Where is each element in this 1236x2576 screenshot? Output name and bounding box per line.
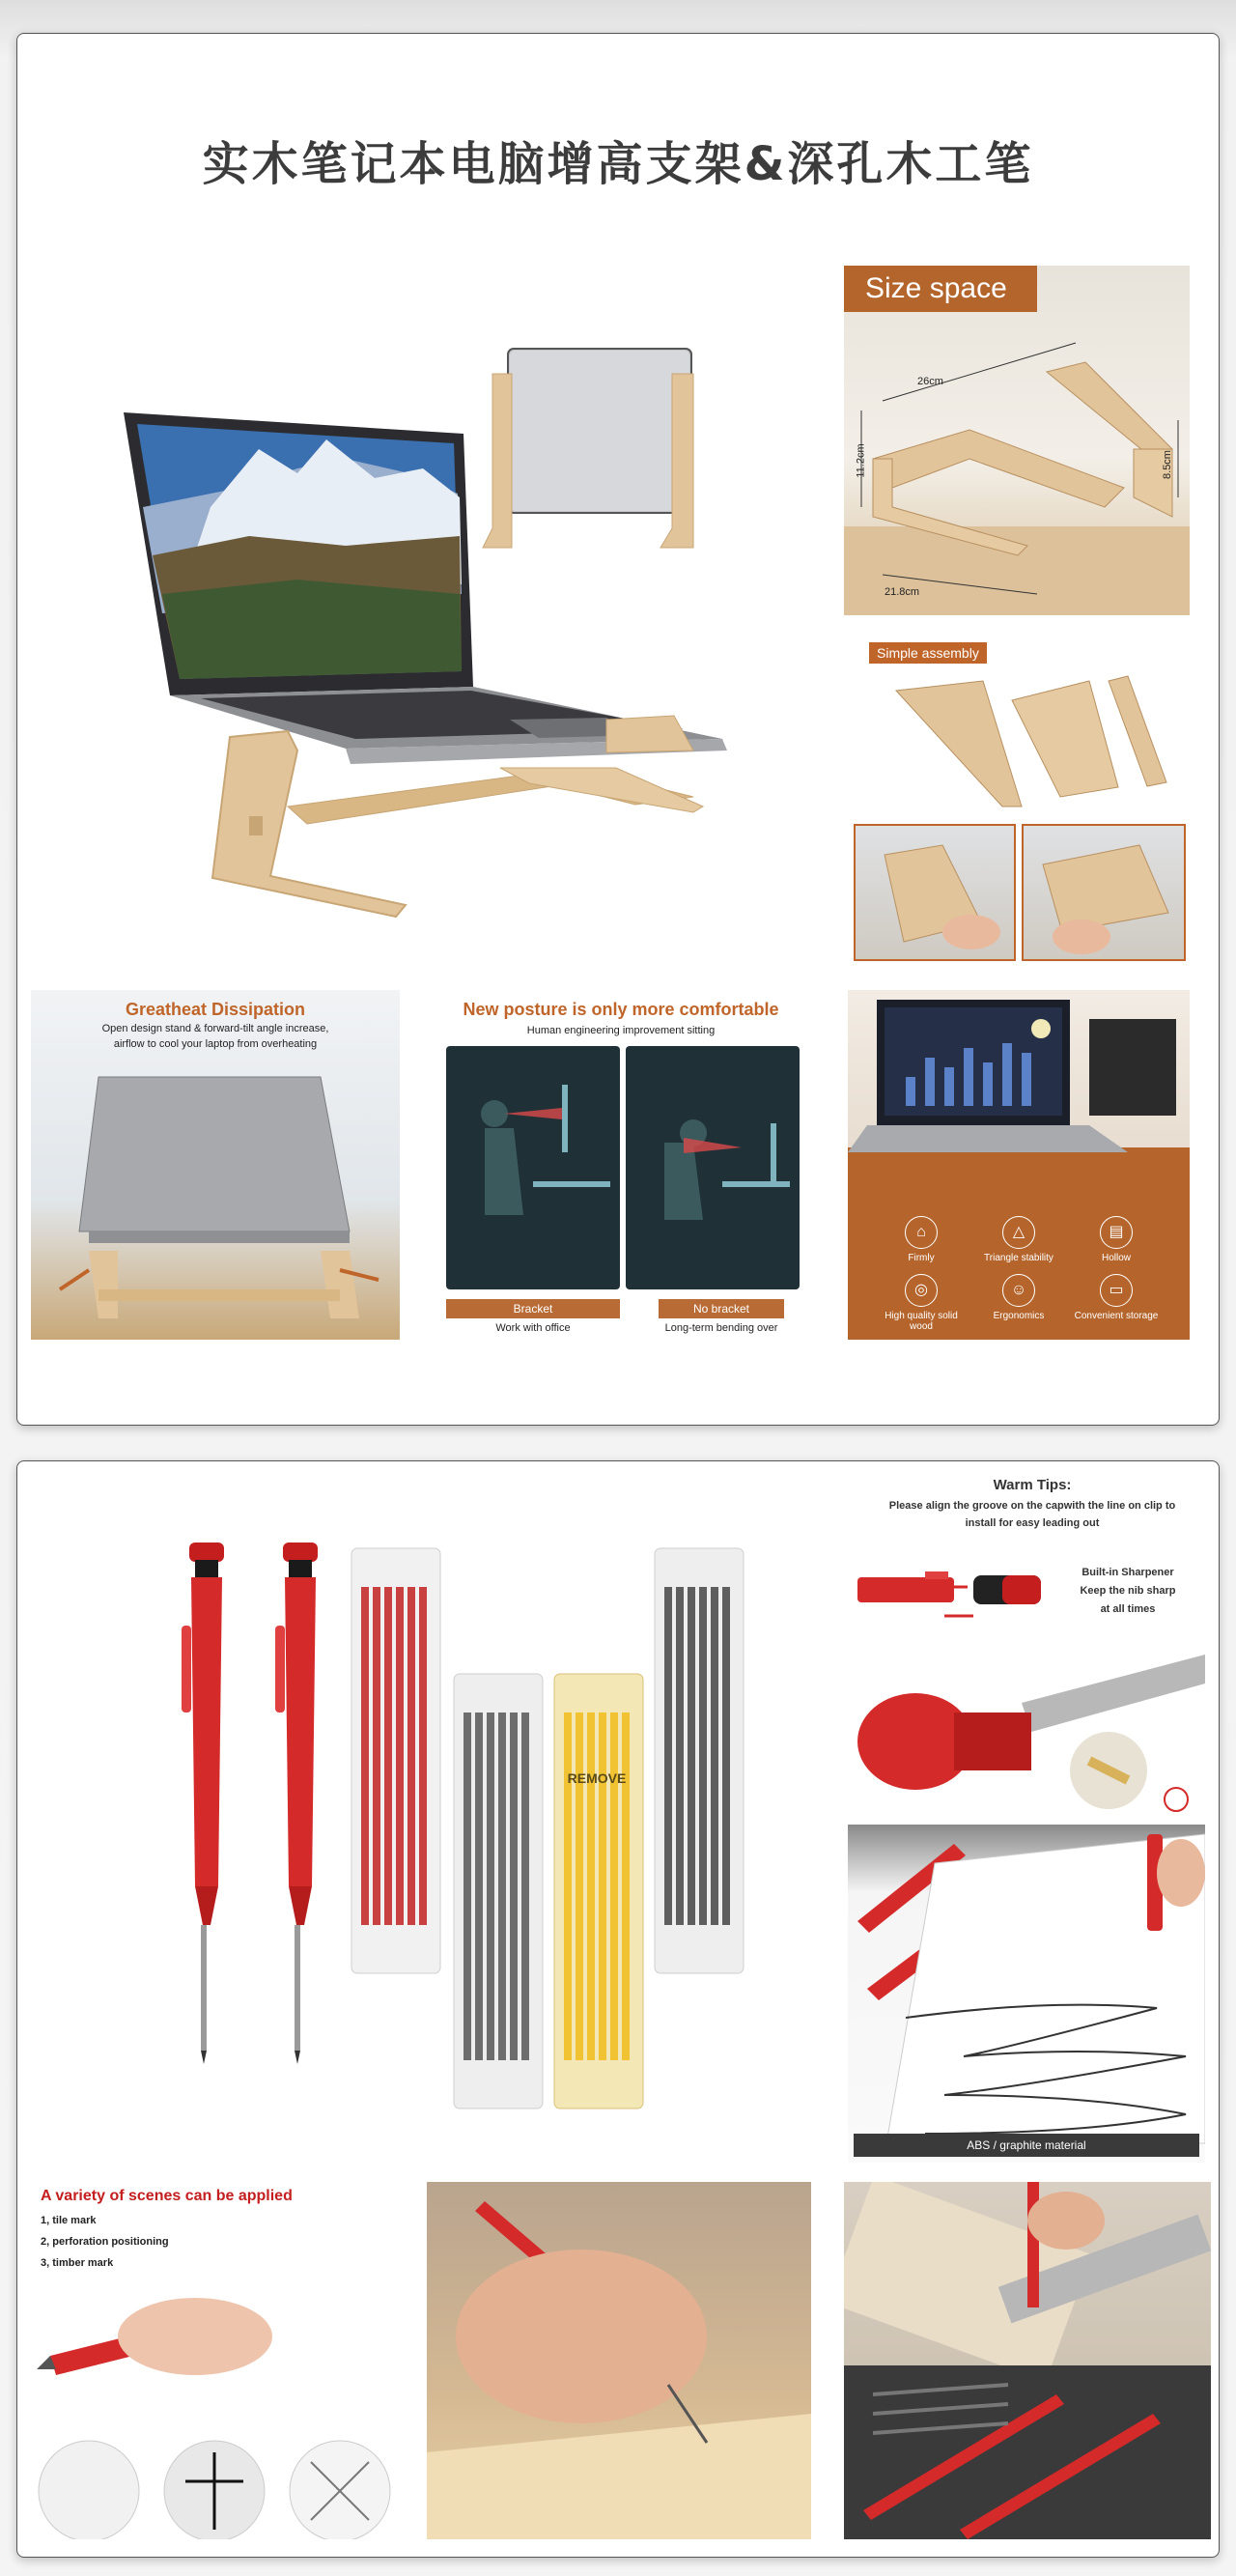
laptop-stand-panel (16, 33, 1220, 1426)
scene-item-3: 3, timber mark (41, 2257, 114, 2269)
posture-heading: New posture is only more comfortable (463, 1000, 779, 1019)
feature-triangle: △ Triangle stability (970, 1216, 1067, 1263)
stand-dimension-drawing (844, 304, 1190, 615)
heat-line-1: Open design stand & forward-tilt angle increase, (101, 1023, 329, 1034)
marking-and-refills-image (844, 2182, 1211, 2539)
warm-tips-line-1: Please align the groove on the capwith the line on clip to (888, 1500, 1176, 1512)
posture-no-bracket-image (626, 1046, 800, 1289)
remove-label: REMOVE (567, 1770, 627, 1786)
scene-item-1: 1, tile mark (41, 2215, 97, 2226)
features-image (848, 990, 1190, 1340)
marking-wood-image (427, 2182, 811, 2539)
triangle-icon: △ (1002, 1216, 1035, 1249)
assembly-label: Simple assembly (869, 642, 987, 664)
no-bracket-tag: No bracket (659, 1299, 784, 1318)
posture-bracket-image (446, 1046, 620, 1289)
bracket-caption: Work with office (495, 1322, 571, 1334)
chair-icon: ⌂ (905, 1216, 938, 1249)
material-label: ABS / graphite material (854, 2134, 1199, 2157)
posture-subheading: Human engineering improvement sitting (526, 1025, 716, 1036)
material-image (848, 1825, 1205, 2163)
storage-icon: ▭ (1100, 1274, 1133, 1307)
heat-dissipation-image (31, 990, 400, 1340)
no-bracket-caption: Long-term bending over (664, 1322, 778, 1334)
assembly-image (857, 633, 1186, 816)
wood-icon: ◎ (905, 1274, 938, 1307)
hollow-icon: ▤ (1100, 1216, 1133, 1249)
dim-depth-label: 21.8cm (885, 586, 920, 598)
dim-height-right-label: 8.5cm (1161, 450, 1173, 479)
cap-alignment-image (848, 1558, 1060, 1645)
heat-line-2: airflow to cool your laptop from overheating (113, 1038, 318, 1050)
warm-tips-line-2: install for easy leading out (965, 1517, 1100, 1529)
sharpener-image (848, 1645, 1205, 1819)
sharpener-line-2: Keep the nib sharp (1080, 1585, 1176, 1597)
size-space-image (844, 266, 1190, 615)
warm-tips-heading: Warm Tips: (993, 1477, 1072, 1493)
assembly-step-2-image (1022, 824, 1186, 961)
carpenter-pencil-panel (16, 1460, 1220, 2558)
feature-firmly: ⌂ Firmly (873, 1216, 969, 1263)
dim-height-left-label: 11.2cm (855, 443, 867, 478)
feature-storage: ▭ Convenient storage (1068, 1274, 1165, 1321)
sharpener-line-3: at all times (1100, 1603, 1156, 1615)
feature-hollow: ▤ Hollow (1068, 1216, 1165, 1263)
pencil-set-image (114, 1539, 771, 2234)
ergonomics-icon: ☺ (1002, 1274, 1035, 1307)
sharpener-line-1: Built-in Sharpener (1082, 1567, 1174, 1578)
feature-ergonomics: ☺ Ergonomics (970, 1274, 1067, 1321)
sharpener-text (1041, 1564, 1215, 1619)
bracket-tag: Bracket (446, 1299, 620, 1318)
posture-comparison (423, 990, 819, 1340)
heat-heading: Greatheat Dissipation (125, 1000, 306, 1019)
feature-wood: ◎ High quality solid wood (873, 1274, 969, 1332)
scenes-image (31, 2182, 402, 2539)
assembly-step-1-image (854, 824, 1016, 961)
scenes-heading: A variety of scenes can be applied (41, 2188, 293, 2204)
hero-laptop-stand-image (104, 304, 742, 942)
page-title: 实木笔记本电脑增高支架&深孔木工笔 (202, 137, 1034, 191)
scene-item-2: 2, perforation positioning (41, 2236, 169, 2248)
size-space-heading: Size space (844, 266, 1037, 312)
dim-length-label: 26cm (917, 376, 943, 387)
